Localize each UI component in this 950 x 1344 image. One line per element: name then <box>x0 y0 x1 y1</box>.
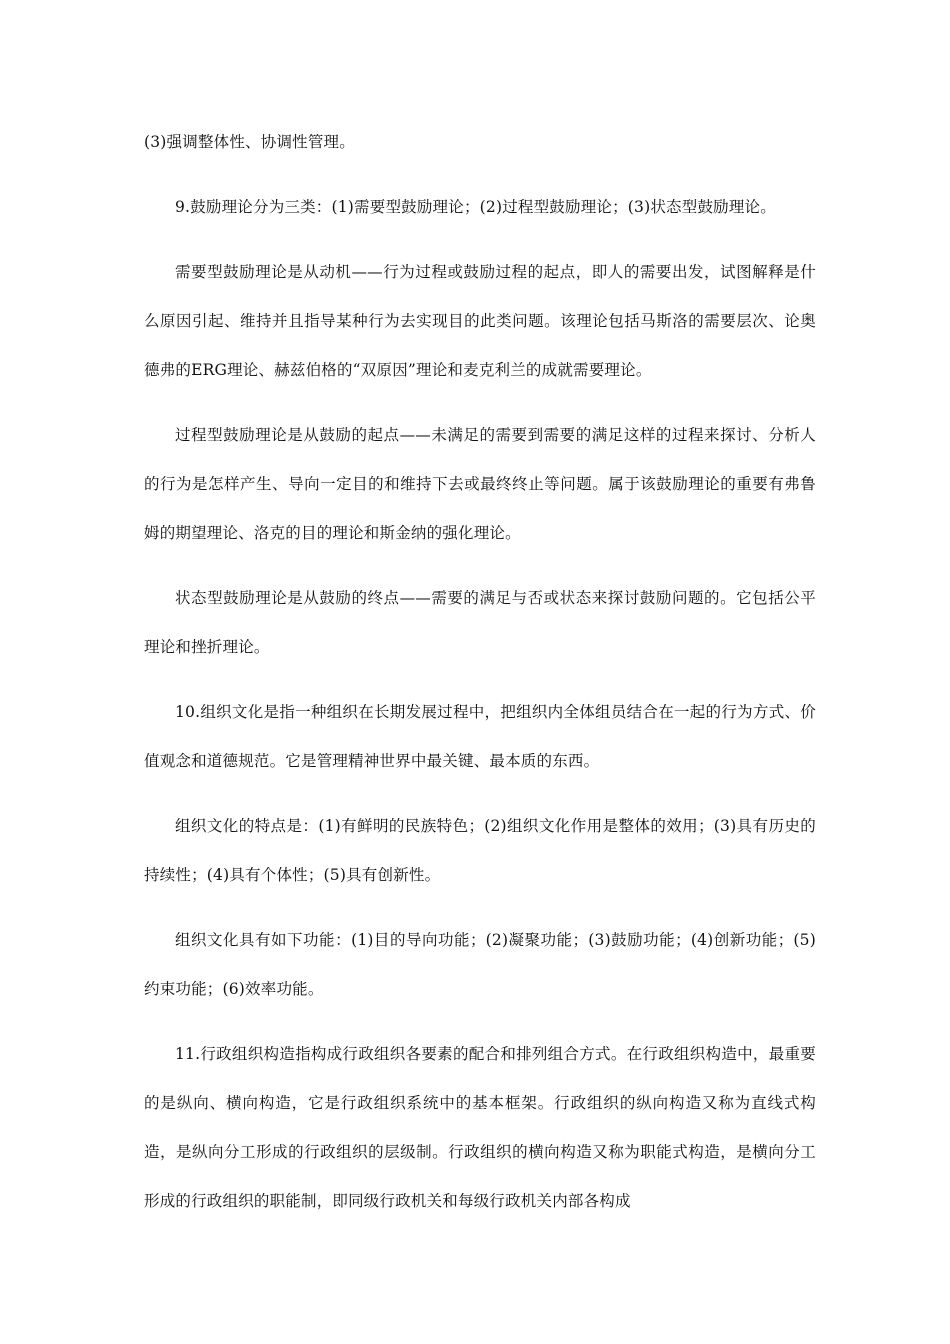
paragraph-9: 11.行政组织构造指构成行政组织各要素的配合和排列组合方式。在行政组织构造中，最重要的是纵向、横向构造，它是行政组织系统中的基本框架。行政组织的纵向构造又称为直线式构造，是纵向分工形成的行政组织的层级制。行政组织的横向构造又称为职能式构造，是横向分工形成的行政组织的职能制，即同级行政机关和每级行政机关内部各构成 <box>144 1045 816 1210</box>
paragraph-5: 状态型鼓励理论是从鼓励的终点——需要的满足与否或状态来探讨鼓励问题的。它包括公平理论和挫折理论。 <box>144 589 816 656</box>
paragraph-6: 10.组织文化是指一种组织在长期发展过程中，把组织内全体组员结合在一起的行为方式、价值观念和道德规范。它是管理精神世界中最关键、最本质的东西。 <box>144 703 816 770</box>
paragraph-3: 需要型鼓励理论是从动机——行为过程或鼓励过程的起点，即人的需要出发，试图解释是什么原因引起、维持并且指导某种行为去实现目的此类问题。该理论包括马斯洛的需要层次、论奥德弗的ERG理论、赫兹伯格的“双原因”理论和麦克利兰的成就需要理论。 <box>144 263 816 379</box>
paragraph-4: 过程型鼓励理论是从鼓励的起点——未满足的需要到需要的满足这样的过程来探讨、分析人的行为是怎样产生、导向一定目的和维持下去或最终终止等问题。属于该鼓励理论的重要有弗鲁姆的期望理论、洛克的目的理论和斯金纳的强化理论。 <box>144 426 816 542</box>
paragraph-7: 组织文化的特点是：(1)有鲜明的民族特色；(2)组织文化作用是整体的效用；(3)具有历史的持续性；(4)具有个体性；(5)具有创新性。 <box>144 817 816 884</box>
paragraph-1: (3)强调整体性、协调性管理。 <box>144 133 355 151</box>
document-body <box>144 118 816 1226</box>
paragraph-2: 9.鼓励理论分为三类：(1)需要型鼓励理论；(2)过程型鼓励理论；(3)状态型鼓励理论。 <box>175 198 776 216</box>
paragraph-8: 组织文化具有如下功能：(1)目的导向功能；(2)凝聚功能；(3)鼓励功能；(4)创新功能；(5)约束功能；(6)效率功能。 <box>144 931 816 998</box>
